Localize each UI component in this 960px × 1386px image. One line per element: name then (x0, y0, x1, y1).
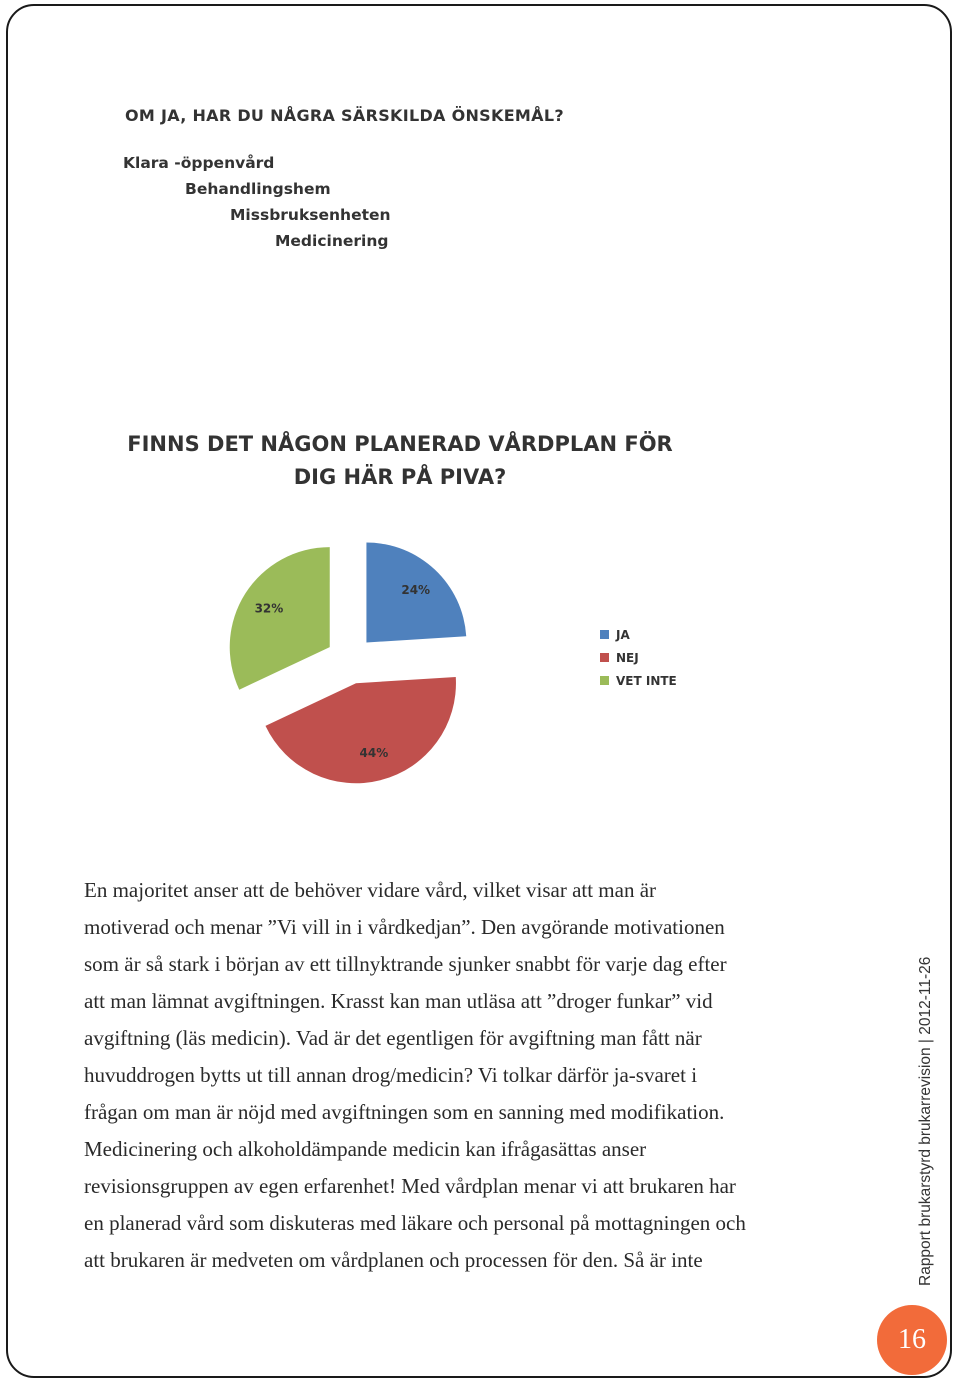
body-line: avgiftning (läs medicin). Vad är det egentligen för avgiftning man fått när (84, 1026, 702, 1050)
pie-label-ja: 24% (401, 583, 431, 598)
body-line: att man lämnat avgiftningen. Krasst kan man utläsa att ”droger funkar” vid (84, 989, 713, 1013)
wish-item-missbruksenheten: Missbruksenheten (230, 206, 391, 224)
body-line: En majoritet anser att de behöver vidare vård, vilket visar att man är (84, 878, 657, 902)
body-line: revisionsgruppen av egen erfarenhet! Med vårdplan menar vi att brukaren har (84, 1174, 736, 1198)
legend-swatch-ja (600, 630, 609, 639)
pie-slice-nej (265, 677, 455, 783)
pie-label-vet-inte: 32% (254, 601, 284, 616)
body-line: frågan om man är nöjd med avgiftningen som en sanning med modifikation. (84, 1100, 725, 1124)
body-line: motiverad och menar ”Vi vill in i vårdkedjan”. Den avgörande motivationen (84, 915, 725, 939)
report-date: 2012-11-26 (917, 956, 934, 1035)
legend-item-nej (600, 646, 677, 669)
legend-swatch-nej (600, 653, 609, 662)
page-number: 16 (898, 1324, 926, 1355)
report-separator: | (917, 1039, 934, 1044)
wish-item-klara: Klara -öppenvård (123, 154, 275, 172)
wishes-title: OM JA, HAR DU NÅGRA SÄRSKILDA ÖNSKEMÅL? (125, 106, 564, 125)
body-line: Medicinering och alkoholdämpande medicin kan ifrågasättas anser (84, 1137, 647, 1161)
legend-swatch-vet-inte (600, 676, 609, 685)
legend-item-ja (600, 623, 677, 646)
legend-label-nej: NEJ (616, 650, 639, 665)
body-line: huvuddrogen bytts ut till annan drog/medicin? Vi tolkar därför ja-svaret i (84, 1063, 698, 1087)
chart-title-line-2: DIG HÄR PÅ PIVA? (293, 465, 507, 489)
report-title: Rapport brukarstyrd brukarrevision (917, 1047, 934, 1286)
legend-label-ja: JA (616, 627, 630, 642)
legend-label-vet-inte: VET INTE (616, 673, 677, 688)
pie-label-nej: 44% (359, 745, 389, 760)
wish-item-medicinering: Medicinering (275, 232, 389, 250)
body-line: som är så stark i början av ett tillnyktrande sjunker snabbt för varje dag efter (84, 952, 727, 976)
chart-title-line-1: FINNS DET NÅGON PLANERAD VÅRDPLAN FÖR (127, 432, 673, 456)
body-line: att brukaren är medveten om vårdplanen och processen för den. Så är inte (84, 1248, 703, 1272)
chart-legend (600, 623, 677, 692)
pie-chart (200, 530, 500, 790)
page-number-badge (877, 1305, 947, 1375)
body-line: en planerad vård som diskuteras med läkare och personal på mottagningen och (84, 1211, 746, 1235)
pie-slice-vet-inte (230, 547, 330, 690)
body-paragraph (84, 872, 884, 1279)
wish-item-behandlingshem: Behandlingshem (185, 180, 331, 198)
chart-title (120, 428, 680, 494)
sidebar-report-label (917, 957, 935, 1286)
legend-item-vet-inte (600, 669, 677, 692)
